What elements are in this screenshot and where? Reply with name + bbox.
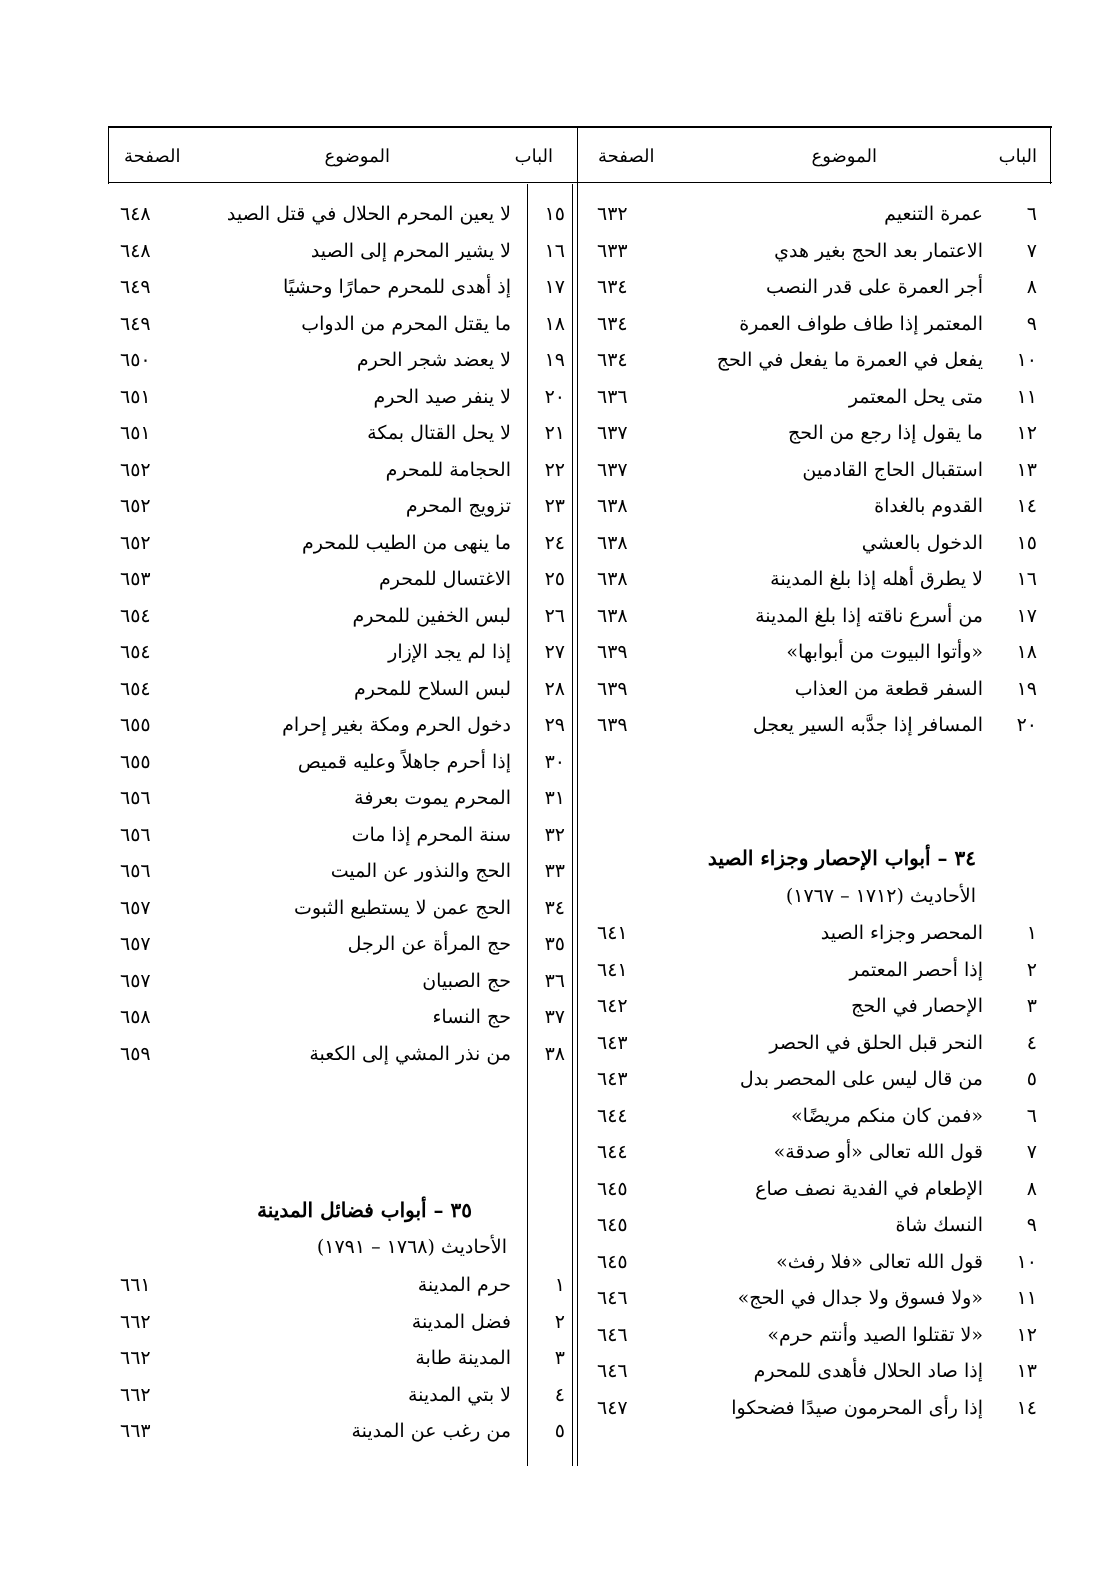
index-entry-page: ٦٣٤ (597, 349, 628, 371)
index-entry-page: ٦٤٦ (597, 1323, 628, 1346)
header-page-left: الصفحة (124, 146, 181, 167)
index-entry-page: ٦٤٩ (120, 312, 151, 335)
table-left-border (108, 126, 109, 184)
index-entry-page: ٦٣٨ (597, 531, 628, 554)
index-entry-number: ٢ (1026, 958, 1037, 981)
section-subtitle-35: الأحاديث (١٧٦٨ – ١٧٩١) (316, 1236, 507, 1258)
index-entry-topic: أجر العمرة على قدر النصب (766, 276, 983, 298)
index-entry-topic: المسافر إذا جدَّبه السير يعجل (752, 714, 983, 736)
header-topic-left: الموضوع (324, 146, 390, 167)
index-entry-number: ١٤ (1016, 1396, 1037, 1419)
index-entry-number: ١١ (1016, 385, 1037, 408)
index-entry-page: ٦٣٩ (597, 714, 628, 736)
index-entry-number: ١٧ (1016, 604, 1037, 627)
index-entry-page: ٦٤٥ (597, 1177, 628, 1200)
index-entry-number: ٣ (554, 1347, 565, 1369)
index-entry-number: ٣٤ (544, 896, 565, 919)
index-entry-page: ٦٥٧ (120, 969, 151, 992)
index-entry-page: ٦٦٣ (120, 1420, 151, 1442)
index-entry-topic: من رغب عن المدينة (351, 1420, 511, 1442)
index-entry-topic: الحج عمن لا يستطيع الثبوت (293, 896, 511, 919)
index-entry-number: ٣٠ (544, 750, 565, 773)
index-entry-page: ٦٥٢ (120, 495, 151, 517)
index-entry-topic: النسك شاة (895, 1214, 983, 1236)
index-entry-number: ٢٨ (544, 677, 565, 700)
index-entry-number: ٥ (1026, 1068, 1037, 1090)
index-entry-page: ٦٥٦ (120, 823, 151, 846)
index-entry-page: ٦٣٢ (597, 203, 628, 225)
index-entry-number: ٦ (1026, 1104, 1037, 1127)
index-entry-topic: الإحصار في الحج (851, 995, 983, 1017)
index-entry-number: ١١ (1016, 1287, 1037, 1309)
index-entry-topic: حج النساء (432, 1006, 511, 1028)
index-entry-topic: «لا تقتلوا الصيد وأنتم حرم» (767, 1323, 983, 1346)
index-entry-topic: السفر قطعة من العذاب (794, 677, 983, 700)
index-entry-page: ٦٣٤ (597, 312, 628, 335)
index-entry-number: ١٣ (1016, 1360, 1037, 1382)
index-entry-page: ٦٥٧ (120, 896, 151, 919)
index-entry-number: ٣٦ (544, 969, 565, 992)
header-bab-left: الباب (514, 146, 553, 167)
header-topic-right: الموضوع (811, 146, 877, 167)
index-entry-number: ٢٣ (544, 495, 565, 517)
index-entry-topic: المحصر وجزاء الصيد (820, 922, 983, 944)
index-entry-topic: إذا رأى المحرمون صيدًا فضحكوا (731, 1396, 983, 1419)
index-entry-topic: لبس السلاح للمحرم (353, 677, 511, 700)
index-entry-page: ٦٦٢ (120, 1310, 151, 1333)
index-entry-number: ١٥ (544, 203, 565, 225)
index-entry-page: ٦٤٦ (597, 1360, 628, 1382)
index-entry-topic: ما يقول إذا رجع من الحج (788, 422, 983, 444)
index-entry-topic: من قال ليس على المحصر بدل (739, 1068, 983, 1090)
index-entry-page: ٦٥٥ (120, 750, 151, 773)
index-entry-number: ٧ (1026, 239, 1037, 262)
index-entry-number: ١٠ (1016, 1250, 1037, 1273)
column-divider (577, 126, 578, 1466)
index-entry-topic: لا ينفر صيد الحرم (373, 385, 511, 408)
index-entry-topic: لا يشير المحرم إلى الصيد (310, 239, 511, 262)
index-entry-topic: لا يطرق أهله إذا بلغ المدينة (770, 568, 983, 590)
index-entry-number: ٦ (1026, 203, 1037, 225)
index-entry-number: ٧ (1026, 1141, 1037, 1163)
index-entry-number: ٨ (1026, 1177, 1037, 1200)
index-entry-page: ٦٤٩ (120, 276, 151, 298)
index-entry-topic: الإطعام في الفدية نصف صاع (755, 1177, 983, 1200)
index-entry-number: ١٦ (544, 239, 565, 262)
index-entry-page: ٦٤٨ (120, 239, 151, 262)
index-entry-topic: حج الصبيان (422, 969, 511, 992)
index-entry-page: ٦٥٦ (120, 860, 151, 882)
index-entry-topic: إذا لم يجد الإزار (388, 641, 511, 663)
index-entry-topic: لا بتي المدينة (407, 1383, 511, 1406)
index-entry-page: ٦٦١ (120, 1274, 151, 1296)
index-entry-page: ٦٥٠ (120, 349, 151, 371)
index-entry-number: ٢٠ (544, 385, 565, 408)
index-entry-topic: المحرم يموت بعرفة (354, 787, 511, 809)
index-entry-page: ٦٥٨ (120, 1006, 151, 1028)
index-entry-page: ٦٥٢ (120, 531, 151, 554)
index-entry-topic: لا يحل القتال بمكة (367, 422, 511, 444)
index-entry-page: ٦٥٥ (120, 714, 151, 736)
index-entry-topic: لا يعضد شجر الحرم (356, 349, 511, 371)
index-entry-number: ٢ (554, 1310, 565, 1333)
index-entry-number: ٢٦ (544, 604, 565, 627)
index-entry-topic: من أسرع ناقته إذا بلغ المدينة (755, 604, 983, 627)
index-entry-topic: النحر قبل الحلق في الحصر (769, 1031, 983, 1054)
index-entry-number: ١٦ (1016, 568, 1037, 590)
index-entry-number: ٢٠ (1016, 714, 1037, 736)
index-entry-number: ٣٨ (544, 1042, 565, 1065)
index-entry-topic: تزويج المحرم (405, 495, 511, 517)
index-entry-page: ٦٦٢ (120, 1347, 151, 1369)
index-entry-topic: قول الله تعالى «أو صدقة» (773, 1141, 983, 1163)
index-entry-page: ٦٤٤ (597, 1141, 628, 1163)
index-entry-page: ٦٦٢ (120, 1383, 151, 1406)
index-entry-page: ٦٣٧ (597, 422, 628, 444)
index-entry-number: ١٨ (1016, 641, 1037, 663)
index-entry-page: ٦٣٨ (597, 568, 628, 590)
index-entry-page: ٦٣٤ (597, 276, 628, 298)
index-entry-number: ٣٥ (544, 933, 565, 955)
index-entry-number: ١٥ (1016, 531, 1037, 554)
section-title-34: ٣٤ – أبواب الإحصار وجزاء الصيد (707, 846, 976, 870)
index-entry-page: ٦٣٨ (597, 495, 628, 517)
index-entry-page: ٦٤٨ (120, 203, 151, 225)
index-entry-page: ٦٥٦ (120, 787, 151, 809)
index-entry-page: ٦٣٧ (597, 458, 628, 481)
index-entry-number: ٣٢ (544, 823, 565, 846)
index-entry-topic: متى يحل المعتمر (848, 385, 983, 408)
page-column-divider-right (572, 184, 573, 1466)
index-entry-page: ٦٤٢ (597, 995, 628, 1017)
index-entry-page: ٦٥٧ (120, 933, 151, 955)
index-entry-number: ٤ (1026, 1031, 1037, 1054)
index-entry-topic: استقبال الحاج القادمين (802, 458, 983, 481)
index-entry-number: ٢٥ (544, 568, 565, 590)
index-entry-page: ٦٤٣ (597, 1068, 628, 1090)
index-entry-topic: دخول الحرم ومكة بغير إحرام (282, 714, 511, 736)
section-title-35: ٣٥ – أبواب فضائل المدينة (257, 1198, 472, 1222)
index-entry-number: ٩ (1026, 1214, 1037, 1236)
table-right-border (1050, 126, 1051, 184)
index-entry-topic: الحجامة للمحرم (385, 458, 511, 481)
index-entry-page: ٦٣٦ (597, 385, 628, 408)
index-entry-topic: المدينة طابة (415, 1347, 511, 1369)
index-entry-topic: «وأتوا البيوت من أبوابها» (786, 641, 983, 663)
index-entry-page: ٦٥٢ (120, 458, 151, 481)
number-column-divider-left (527, 184, 528, 1466)
index-entry-topic: ما يقتل المحرم من الدواب (301, 312, 511, 335)
index-entry-number: ١٨ (544, 312, 565, 335)
index-entry-page: ٦٥١ (120, 385, 151, 408)
index-entry-number: ١٤ (1016, 495, 1037, 517)
index-entry-topic: «ولا فسوق ولا جدال في الحج» (737, 1287, 983, 1309)
index-entry-topic: قول الله تعالى «فلا رفث» (776, 1250, 983, 1273)
index-entry-number: ١٢ (1016, 422, 1037, 444)
index-entry-topic: إذ أهدى للمحرم حمارًا وحشيًا (283, 276, 511, 298)
index-entry-topic: ما ينهى من الطيب للمحرم (302, 531, 511, 554)
index-entry-page: ٦٤٦ (597, 1287, 628, 1309)
index-entry-page: ٦٤٣ (597, 1031, 628, 1054)
index-entry-number: ٤ (554, 1383, 565, 1406)
index-entry-page: ٦٥١ (120, 422, 151, 444)
index-entry-number: ٣١ (544, 787, 565, 809)
index-entry-topic: إذا صاد الحلال فأهدى للمحرم (753, 1360, 983, 1382)
index-entry-number: ٣ (1026, 995, 1037, 1017)
index-entry-page: ٦٤١ (597, 958, 628, 981)
index-entry-number: ١٣ (1016, 458, 1037, 481)
header-page-right: الصفحة (598, 146, 655, 167)
index-entry-number: ١٧ (544, 276, 565, 298)
index-entry-topic: حج المرأة عن الرجل (347, 933, 511, 955)
index-entry-topic: فضل المدينة (411, 1310, 511, 1333)
index-entry-topic: الدخول بالعشي (861, 531, 983, 554)
index-entry-page: ٦٣٣ (597, 239, 628, 262)
index-entry-page: ٦٤٥ (597, 1250, 628, 1273)
index-entry-page: ٦٤٥ (597, 1214, 628, 1236)
index-entry-number: ٢٤ (544, 531, 565, 554)
index-entry-page: ٦٤١ (597, 922, 628, 944)
index-entry-topic: عمرة التنعيم (884, 203, 983, 225)
index-entry-number: ١٠ (1016, 349, 1037, 371)
index-entry-topic: «فمن كان منكم مريضًا» (791, 1104, 983, 1127)
index-entry-number: ٥ (554, 1420, 565, 1442)
index-entry-number: ٢٧ (544, 641, 565, 663)
index-entry-topic: إذا أحصر المعتمر (849, 958, 983, 981)
index-entry-topic: لبس الخفين للمحرم (352, 604, 511, 627)
index-entry-number: ١٩ (544, 349, 565, 371)
index-entry-number: ٣٧ (544, 1006, 565, 1028)
index-entry-topic: الاغتسال للمحرم (379, 568, 511, 590)
index-entry-number: ٢٩ (544, 714, 565, 736)
index-entry-page: ٦٥٤ (120, 641, 151, 663)
index-entry-topic: الاعتمار بعد الحج بغير هدي (774, 239, 983, 262)
index-entry-topic: المعتمر إذا طاف طواف العمرة (739, 312, 983, 335)
index-entry-number: ٩ (1026, 312, 1037, 335)
index-entry-topic: القدوم بالغداة (874, 495, 983, 517)
index-entry-page: ٦٥٤ (120, 604, 151, 627)
index-entry-page: ٦٤٧ (597, 1396, 628, 1419)
index-entry-topic: الحج والنذور عن الميت (330, 860, 511, 882)
index-entry-number: ١ (554, 1274, 565, 1296)
header-bab-right: الباب (998, 146, 1037, 167)
index-entry-number: ١٩ (1016, 677, 1037, 700)
index-entry-topic: سنة المحرم إذا مات (351, 823, 511, 846)
index-entry-topic: يفعل في العمرة ما يفعل في الحج (716, 349, 983, 371)
index-entry-number: ٢٢ (544, 458, 565, 481)
index-entry-page: ٦٤٤ (597, 1104, 628, 1127)
index-entry-page: ٦٥٤ (120, 677, 151, 700)
index-entry-page: ٦٣٨ (597, 604, 628, 627)
index-entry-number: ٣٣ (544, 860, 565, 882)
index-entry-number: ٢١ (544, 422, 565, 444)
table-top-border (108, 126, 1052, 128)
index-entry-number: ١ (1026, 922, 1037, 944)
index-entry-page: ٦٥٩ (120, 1042, 151, 1065)
index-entry-number: ١٢ (1016, 1323, 1037, 1346)
index-entry-page: ٦٣٩ (597, 641, 628, 663)
index-entry-number: ٨ (1026, 276, 1037, 298)
index-entry-topic: حرم المدينة (417, 1274, 511, 1296)
table-header-border (108, 182, 1052, 183)
index-entry-page: ٦٣٩ (597, 677, 628, 700)
index-entry-page: ٦٥٣ (120, 568, 151, 590)
index-entry-topic: لا يعين المحرم الحلال في قتل الصيد (226, 203, 511, 225)
section-subtitle-34: الأحاديث (١٧١٢ – ١٧٦٧) (785, 885, 976, 907)
index-entry-topic: إذا أحرم جاهلاً وعليه قميص (297, 750, 511, 773)
index-entry-topic: من نذر المشي إلى الكعبة (309, 1042, 511, 1065)
